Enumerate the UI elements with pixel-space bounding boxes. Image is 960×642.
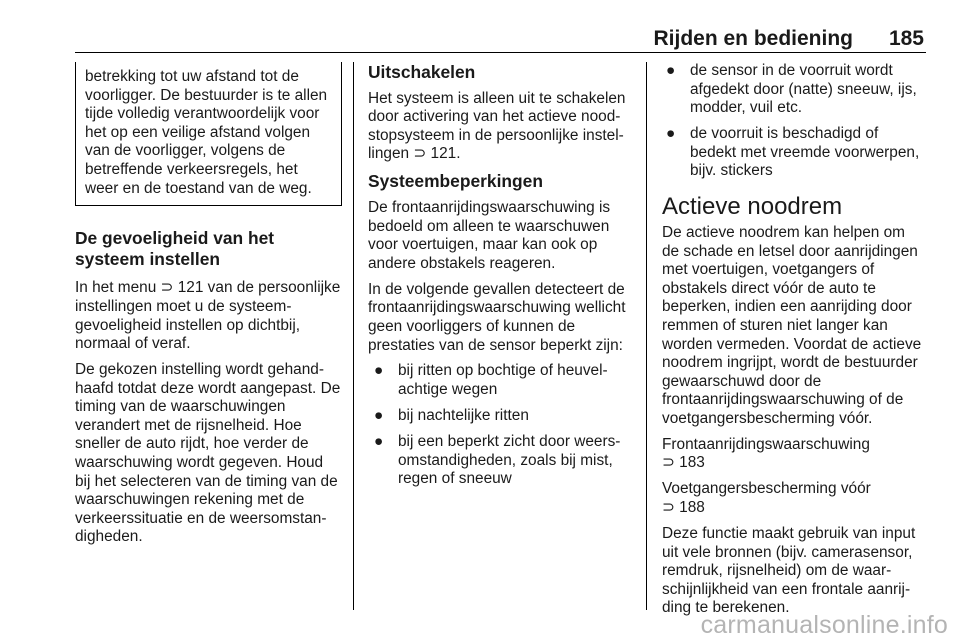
sensitivity-paragraph-1: In het menu ⊃ 121 van de persoonlijke instellingen moet u de systeemgevoeligheid instellen op dichtbij, normaal of veraf. (75, 279, 341, 353)
cross-reference-1[interactable] (662, 436, 926, 473)
list-item: ● de sensor in de voorruit wordt afgedekt door (natte) sneeuw, ijs, modder, vuil etc. (666, 62, 917, 117)
cross-reference-2-text: Voetgangersbescherming vóór (662, 480, 871, 498)
watermark: carmanualsonline.info (700, 611, 948, 639)
switch-off-paragraph: Het systeem is alleen uit te schakelen door activering van het actieve noodstopsysteem in de persoonlijke instellingen ⊃ 121. (368, 89, 626, 163)
column-2 (368, 62, 632, 496)
column-3 (662, 62, 926, 625)
bullet-icon: ● (666, 62, 676, 79)
list-item: ● bij ritten op bochtige of heuvelachtige wegen (374, 362, 608, 399)
switch-off-heading: Uitschakelen (368, 62, 476, 82)
emergency-brake-paragraph-1: De actieve noodrem kan helpen om de schade en letsel door aanrijdingen met voertuigen, voetgangers of obstakels direct vóór de auto te beperken, indien een aanrijding door remmen of sturen niet langer kan worden vermeden. Voordat de actieve noodrem ingrijpt, wordt de bestuurder gewaarschuwd door de frontaanrijdingswaarschuwing of de voetgangersbescherming vóór. (662, 223, 922, 427)
column-1 (75, 62, 342, 554)
column-divider-1 (353, 62, 354, 610)
list-item: ● bij een beperkt zicht door weersomstandigheden, zoals bij mist, regen of sneeuw (374, 433, 621, 488)
cross-reference-2[interactable] (662, 480, 926, 517)
cross-reference-1-page: ⊃ 183 (662, 454, 705, 472)
page-number: 185 (888, 27, 924, 50)
emergency-brake-heading: Actieve noodrem (662, 192, 843, 220)
page-header (75, 26, 926, 53)
bullet-icon: ● (374, 433, 384, 451)
sensitivity-heading: De gevoeligheid van het systeem instellen (75, 228, 275, 269)
cross-reference-1-text: Frontaanrijdingswaarschuwing (662, 435, 870, 453)
list-item: ● bij nachtelijke ritten (374, 407, 529, 425)
bullet-icon: ● (666, 125, 676, 143)
cross-reference-2-page: ⊃ 188 (662, 499, 705, 517)
limitations-paragraph-1: De frontaanrijdingswaarschuwing is bedoeld om alleen te waarschuwen voor voertuigen, maar kan ook op andere obstakels reageren. (368, 198, 611, 272)
bullet-icon: ● (374, 362, 384, 380)
warning-box-text: betrekking tot uw afstand tot de voorligger. De bestuurder is te allen tijde volledig verantwoordelijk voor het op een veilige afstand volgen van de voorligger, volgens de betreffende verkeersregels, het weer en de toestand van de weg. (85, 68, 328, 197)
section-title: Rijden en bediening (653, 27, 853, 50)
limitations-paragraph-2: In de volgende gevallen detecteert de frontaanrijdingswaarschuwing wellicht geen voorliggers of kunnen de prestaties van de sensor beperkt zijn: (368, 280, 626, 354)
sensitivity-paragraph-2: De gekozen instelling wordt gehandhaafd totdat deze wordt aangepast. De timing van de waarschuwingen verandert met de rijsnelheid. Hoe sneller de auto rijdt, hoe verder de waarschuwing wordt gegeven. Houd bij het selecteren van de timing van de waarschuwingen rekening met de verkeerssituatie en de weersomstandigheden. (75, 361, 341, 546)
list-item: ● de voorruit is beschadigd of bedekt met vreemde voorwerpen, bijv. stickers (666, 125, 920, 180)
warning-box (75, 62, 342, 206)
bullet-icon: ● (374, 407, 384, 425)
column-divider-2 (646, 62, 647, 610)
limitations-list (368, 362, 632, 488)
emergency-brake-paragraph-2: Deze functie maakt gebruik van input uit vele bronnen (bijv. camerasensor, remdruk, rijsnelheid) om de waarschijnlijkheid van een frontale aanrijding te berekenen. (662, 525, 916, 617)
limitations-list-continued (662, 62, 926, 181)
limitations-heading: Systeembeperkingen (368, 171, 543, 192)
